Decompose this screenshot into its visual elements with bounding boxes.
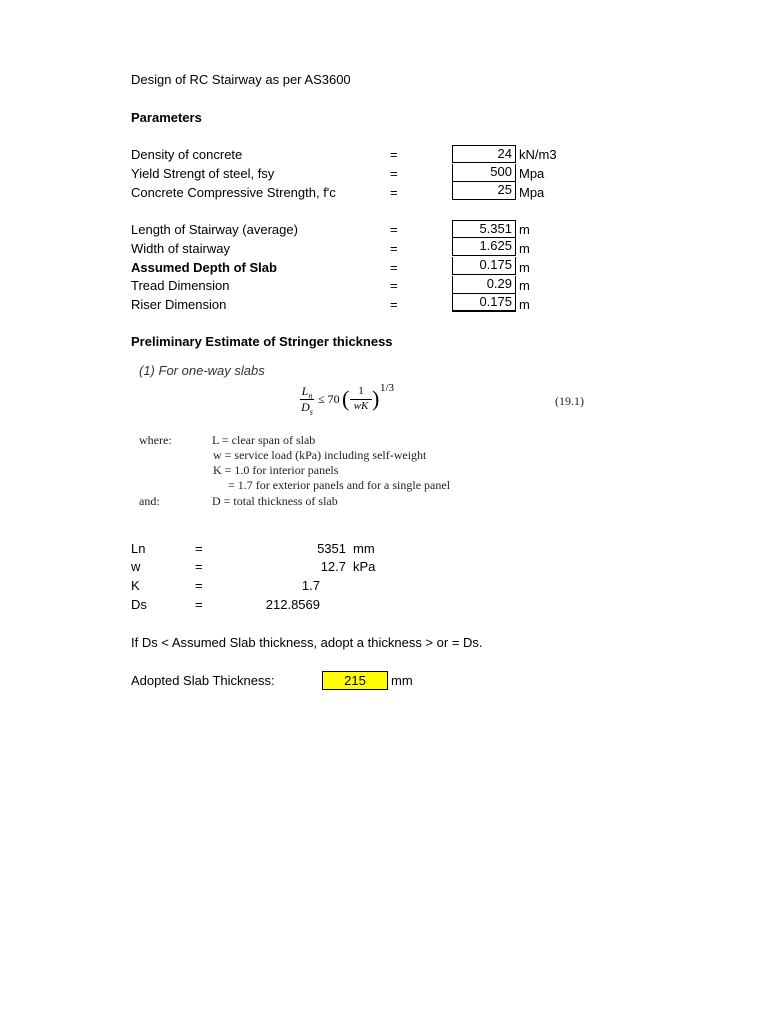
formula-ds-sub: s [309, 407, 313, 417]
calc-value-ds: 212.8569 [265, 597, 320, 612]
param-unit-length: m [519, 222, 530, 237]
formula-ds: D [301, 400, 310, 414]
formula-rhs-prefix: ≤ 70 [318, 392, 340, 406]
document-title: Design of RC Stairway as per AS3600 [131, 72, 351, 87]
param-value-density[interactable]: 24 [452, 145, 516, 163]
equals-sign: = [195, 559, 203, 574]
param-value-fsy[interactable]: 500 [452, 164, 516, 182]
param-value-riser[interactable]: 0.175 [452, 294, 516, 312]
formula-ln-sub: n [308, 391, 313, 401]
adoption-note: If Ds < Assumed Slab thickness, adopt a thickness > or = Ds. [131, 635, 483, 650]
param-label-riser: Riser Dimension [131, 297, 227, 312]
equals-sign: = [195, 541, 203, 556]
calc-unit-ln: mm [353, 541, 375, 556]
equals-sign: = [390, 147, 398, 162]
param-value-fc[interactable]: 25 [452, 182, 516, 200]
param-label-length: Length of Stairway (average) [131, 222, 298, 237]
equals-sign: = [390, 222, 398, 237]
calc-label-ln: Ln [131, 541, 146, 556]
adopted-value-cell[interactable]: 215 [322, 671, 388, 690]
param-unit-fc: Mpa [519, 185, 545, 200]
calc-value-k: 1.7 [301, 578, 320, 593]
calc-unit-w: kPa [353, 559, 376, 574]
param-label-width: Width of stairway [131, 241, 230, 256]
equals-sign: = [195, 597, 203, 612]
calc-value-ln: 5351 [317, 541, 346, 556]
param-value-tread[interactable]: 0.29 [452, 276, 516, 294]
def-k: K = 1.0 for interior panels [213, 463, 339, 477]
formula-frac-den: wK [353, 400, 369, 412]
def-k-alt: = 1.7 for exterior panels and for a single panel [228, 478, 451, 492]
adopted-label: Adopted Slab Thickness: [131, 673, 275, 688]
param-unit-fsy: Mpa [519, 166, 545, 181]
param-unit-density: kN/m3 [519, 147, 557, 162]
param-unit-slab-depth: m [519, 260, 530, 275]
formula-ln: L [301, 384, 309, 398]
equals-sign: = [390, 297, 398, 312]
param-label-density: Density of concrete [131, 147, 243, 162]
formula-frac-num: 1 [358, 385, 364, 397]
parameters-heading: Parameters [131, 110, 202, 125]
where-label: where: [139, 433, 172, 447]
param-unit-width: m [519, 241, 530, 256]
param-unit-tread: m [519, 278, 530, 293]
equals-sign: = [390, 185, 398, 200]
adopted-unit: mm [391, 673, 413, 688]
param-label-slab-depth: Assumed Depth of Slab [131, 260, 277, 275]
equation-number: (19.1) [555, 394, 584, 408]
excerpt-caption: (1) For one-way slabs [139, 363, 265, 378]
equals-sign: = [195, 578, 203, 593]
prelim-heading: Preliminary Estimate of Stringer thickness [131, 334, 393, 349]
calc-value-w: 12.7 [320, 559, 346, 574]
param-label-fsy: Yield Strengt of steel, fsy [131, 166, 275, 181]
def-w: w = service load (kPa) including self-weight [213, 448, 427, 462]
formula-19-1 [300, 384, 410, 418]
formula-exponent: 1/3 [380, 382, 395, 394]
equals-sign: = [390, 241, 398, 256]
param-unit-riser: m [519, 297, 530, 312]
param-value-width[interactable]: 1.625 [452, 238, 516, 256]
def-ds: D = total thickness of slab [212, 494, 338, 508]
formula-rparen: ) [372, 386, 380, 411]
param-label-tread: Tread Dimension [131, 278, 230, 293]
equals-sign: = [390, 166, 398, 181]
formula-lparen: ( [342, 386, 350, 411]
calc-label-k: K [131, 578, 140, 593]
equals-sign: = [390, 260, 398, 275]
equals-sign: = [390, 278, 398, 293]
param-value-length[interactable]: 5.351 [452, 220, 516, 238]
param-label-fc: Concrete Compressive Strength, f'c [131, 185, 336, 200]
param-value-slab-depth[interactable]: 0.175 [452, 257, 516, 275]
calc-label-w: w [131, 559, 141, 574]
calc-label-ds: Ds [131, 597, 147, 612]
and-label: and: [139, 494, 160, 508]
def-ln: L = clear span of slab [212, 433, 316, 447]
